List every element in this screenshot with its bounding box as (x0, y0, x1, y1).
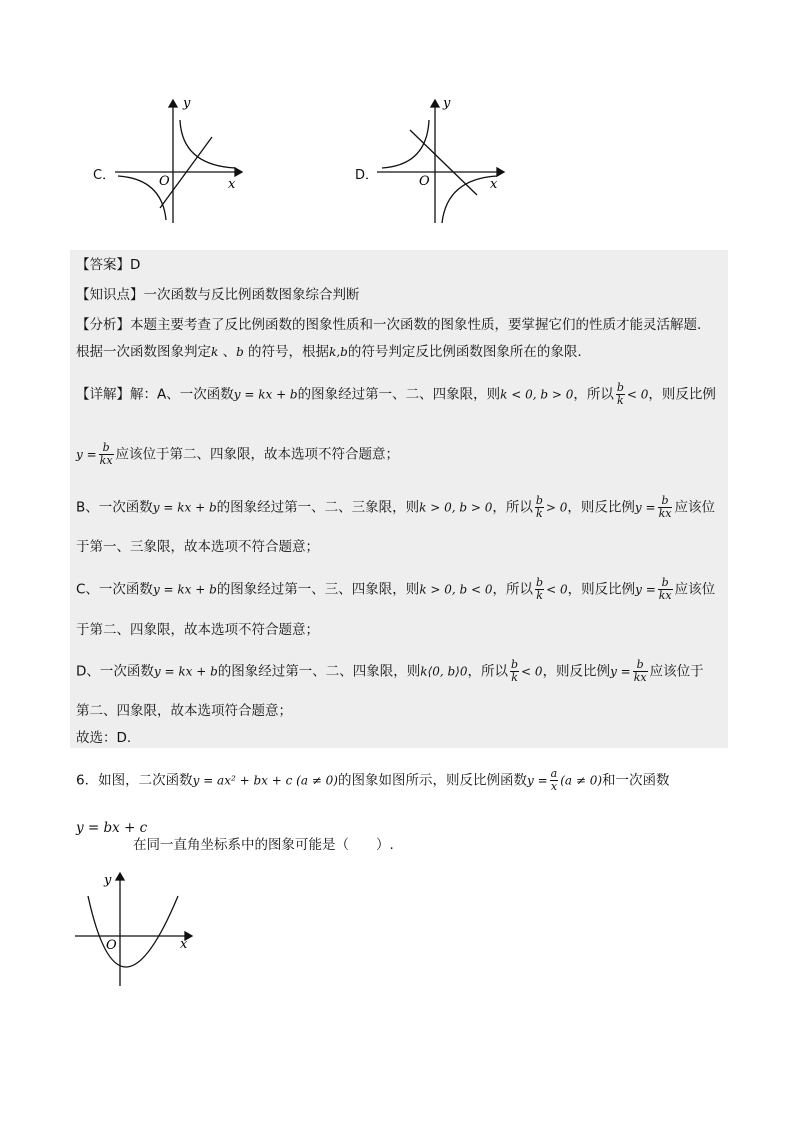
conclusion-line: 故选：D. (76, 730, 132, 746)
detail-c-line-2: 于第二、四象限，故本选项不符合题意； (76, 622, 319, 638)
origin-label: O (419, 174, 430, 189)
analysis-line-2: 根据一次函数图象判定k 、b 的符号，根据k,b的符号判定反比例函数图象所在的象限. (76, 344, 582, 360)
analysis-line-1 (76, 315, 701, 335)
fraction: $\frac{b}{k}$ (511, 658, 519, 684)
fraction: $\frac{b}{kx}$ (658, 494, 672, 520)
detail-d-line-1: D、一次函数y = kx + b的图象经过第一、二、四象限，则k⟨0, b⟩0，所以 $\frac{b}{k}$ < 0，则反比例y = $\frac{b}{kx}$ 应该位于 (76, 658, 704, 684)
x-axis-label: x (490, 177, 498, 192)
y-axis-label: y (183, 96, 191, 111)
analysis-tag: 【分析】 (76, 317, 130, 333)
detail-b-line-1: B、一次函数y = kx + b的图象经过第一、二、三象限，则k > 0, b > 0，所以 $\frac{b}{k}$ > 0，则反比例y = $\frac{b}{kx}$ 应该位 (76, 494, 715, 520)
fraction: $\frac{b}{k}$ (616, 381, 624, 407)
detail-b-line-2: 于第一、三象限，故本选项不符合题意； (76, 539, 319, 555)
answer-tag: 【答案】 (76, 257, 130, 273)
fraction: $\frac{a}{x}$ (550, 767, 558, 793)
question-6-line-2: 在同一直角坐标系中的图象可能是（ ）. (133, 837, 394, 853)
y-axis-arrow (169, 100, 177, 107)
fraction: $\frac{b}{k}$ (535, 494, 543, 520)
option-c-label: C． (93, 168, 116, 183)
knowledge-tag: 【知识点】 (76, 287, 144, 303)
fraction: $\frac{b}{kx}$ (99, 441, 113, 467)
option-c-graph (110, 95, 250, 230)
analysis-text: 本题主要考查了反比例函数的图象性质和一次函数的图象性质，要掌握它们的性质才能灵活解题. (130, 317, 702, 333)
option-d-label: D． (355, 168, 379, 183)
detail-d-line-2: 第二、四象限，故本选项符合题意； (76, 703, 292, 719)
answer-line (76, 255, 140, 275)
fraction: $\frac{b}{k}$ (536, 576, 544, 602)
fraction: $\frac{b}{kx}$ (633, 658, 647, 684)
parabola-graph (70, 868, 200, 993)
x-axis-arrow (235, 168, 242, 176)
x-axis-label: x (180, 937, 188, 952)
y-axis-label: y (443, 96, 451, 111)
detail-a-line-2: y = $\frac{b}{kx}$ 应该位于第二、四象限，故本选项不符合题意； (76, 441, 400, 467)
detail-a-line-1: 【详解】解：A、一次函数y = kx + b的图象经过第一、二、四象限，则k < 0, b > 0，所以 $\frac{b}{k}$ < 0，则反比例 (76, 381, 716, 407)
knowledge-text: 一次函数与反比例函数图象综合判断 (143, 287, 360, 303)
y-axis-label: y (104, 873, 112, 888)
x-axis-arrow (497, 168, 504, 176)
parabola-curve (88, 896, 178, 967)
hyperbola-q2 (382, 120, 429, 168)
y-axis-arrow (116, 873, 124, 880)
y-axis-arrow (431, 100, 439, 107)
fraction: $\frac{b}{kx}$ (658, 576, 672, 602)
detail-tag: 【详解】 (76, 386, 130, 403)
option-d-graph (372, 95, 512, 230)
question-number: 6． (76, 772, 99, 789)
x-axis-label: x (228, 177, 236, 192)
knowledge-line (76, 285, 360, 305)
hyperbola-q4 (442, 176, 497, 223)
detail-c-line-1: C、一次函数y = kx + b的图象经过第一、三、四象限，则k > 0, b < 0，所以 $\frac{b}{k}$ < 0，则反比例y = $\frac{b}{kx}$ 应该位 (76, 576, 716, 602)
question-6-line-1: 6．如图，二次函数y = ax² + bx + c (a ≠ 0)的图象如图所示，则反比例函数y = $\frac{a}{x}$ (a ≠ 0)和一次函数 (76, 767, 670, 793)
origin-label: O (106, 938, 117, 953)
question-6-linear-expr: y = bx + c (76, 820, 148, 836)
origin-label: O (159, 174, 170, 189)
answer-value: D (130, 257, 141, 273)
